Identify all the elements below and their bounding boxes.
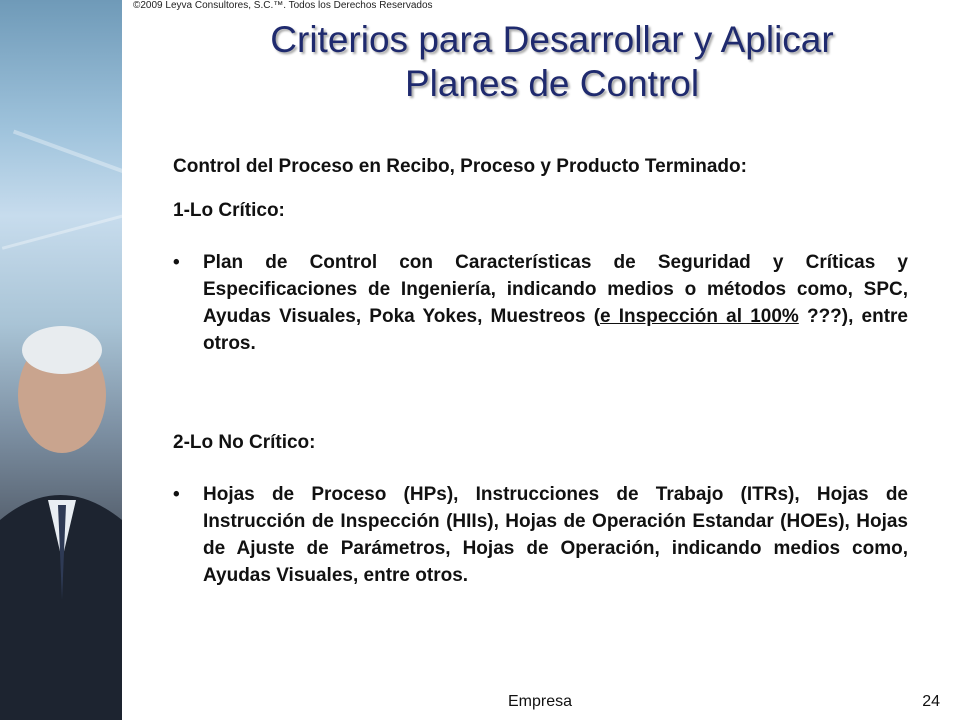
bullet-glyph: •	[173, 252, 180, 273]
page-number: 24	[922, 693, 940, 710]
bullet-text-part: ???), entre otros.	[203, 306, 909, 354]
slide-title	[182, 18, 922, 106]
title-line-1: Criterios para Desarrollar y Aplicar	[270, 19, 834, 60]
section-heading-critical: 1-Lo Crítico:	[173, 200, 285, 221]
slide-subtitle: Control del Proceso en Recibo, Proceso y Producto Terminado:	[173, 156, 747, 177]
title-line-2: Planes de Control	[404, 63, 700, 104]
section-heading-noncritical: 2-Lo No Crítico:	[173, 432, 316, 453]
bullet-glyph: •	[173, 484, 180, 505]
bullet-text-part: Plan de Control con Características de Seguridad y Críticas y Especificaciones de Ingeniería, indicando medios o métodos como, SPC, Ayudas Visuales, Poka Yokes, Muestreos (	[203, 252, 908, 327]
bullet-text: Hojas de Proceso (HPs), Instrucciones de Trabajo (ITRs), Hojas de Instrucción de Inspección (HIIs), Hojas de Operación Estandar (HOEs), Hojas de Ajuste de Parámetros, Hojas de Operación, indicando medios como, Ayudas Visuales, entre otros.	[203, 484, 908, 586]
bullet-item-critical	[173, 249, 908, 357]
footer-label: Empresa	[507, 693, 573, 710]
underlined-text: e Inspección al 100%	[600, 306, 799, 327]
businessman-portrait-image	[0, 0, 122, 720]
decorative-photo-panel	[0, 0, 122, 720]
copyright-notice: ©2009 Leyva Consultores, S.C.™. Todos los Derechos Reservados	[133, 0, 433, 11]
bullet-text	[203, 249, 908, 357]
bullet-item-noncritical	[173, 481, 908, 589]
